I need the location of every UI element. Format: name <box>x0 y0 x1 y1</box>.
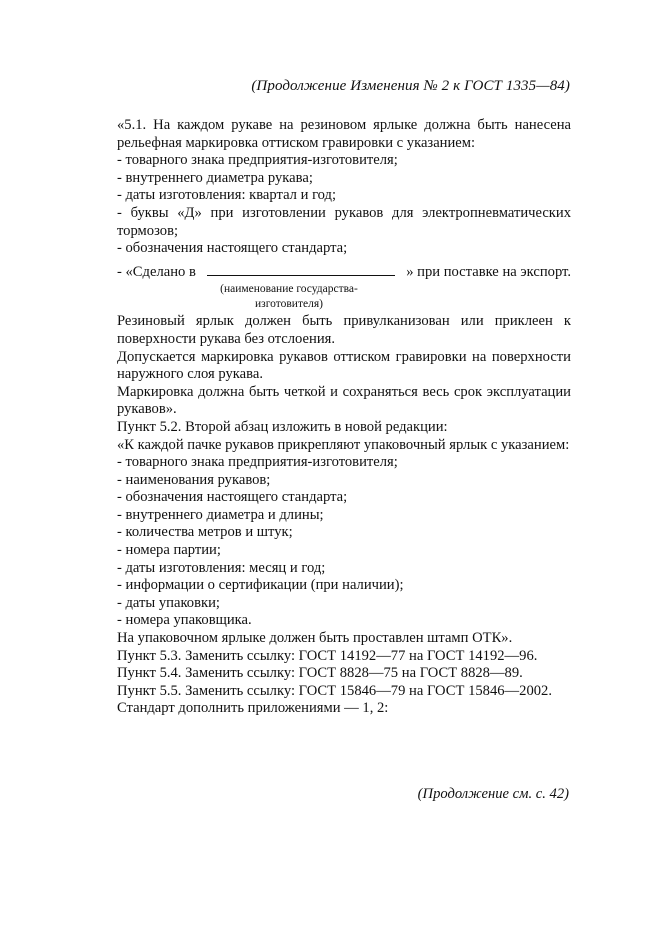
country-blank-line <box>207 263 395 276</box>
made-in-line <box>117 263 571 282</box>
list-item: - товарного знака предприятия-изготовителя; <box>117 454 398 471</box>
list-item: - номера упаковщика. <box>117 612 252 629</box>
replacement-5-4: Пункт 5.4. Заменить ссылку: ГОСТ 8828—75 на ГОСТ 8828—89. <box>117 665 523 682</box>
list-item: - номера партии; <box>117 542 221 559</box>
paragraph: Резиновый ярлык должен быть привулканизован или приклеен к поверхности рукава без отслоения. <box>117 313 571 347</box>
list-item: - информации о сертификации (при наличии); <box>117 577 404 594</box>
list-item: - количества метров и штук; <box>117 524 293 541</box>
list-item: - даты упаковки; <box>117 594 220 611</box>
made-in-prefix: - «Сделано в <box>117 263 196 280</box>
replacement-5-5: Пункт 5.5. Заменить ссылку: ГОСТ 15846—79 на ГОСТ 15846—2002. <box>117 682 552 699</box>
section-5-2-closing: На упаковочном ярлыке должен быть проставлен штамп ОТК». <box>117 630 513 647</box>
list-item: - буквы «Д» при изготовлении рукавов для электропневматических тормозов; <box>117 204 571 239</box>
country-caption: (наименование государства-изготовителя) <box>220 283 358 311</box>
paragraph: Допускается маркировка рукавов оттиском гравировки на поверхности наружного слоя рукава. <box>117 348 571 383</box>
section-5-2-title: Пункт 5.2. Второй абзац изложить в новой редакции: <box>117 418 448 435</box>
list-item: - даты изготовления: месяц и год; <box>117 559 326 576</box>
paragraph: Маркировка должна быть четкой и сохраняться весь срок эксплуатации рукавов». <box>117 383 571 418</box>
appendix-note: Стандарт дополнить приложениями — 1, 2: <box>117 700 389 717</box>
list-item: - внутреннего диаметра и длины; <box>117 506 324 523</box>
page-footer: (Продолжение см. с. 42) <box>417 786 569 802</box>
page-header: (Продолжение Изменения № 2 к ГОСТ 1335—84) <box>251 78 570 94</box>
list-item: - наименования рукавов; <box>117 471 271 488</box>
section-5-1-intro: «5.1. На каждом рукаве на резиновом ярлыке должна быть нанесена рельефная маркировка оттиском гравировки с указанием: <box>117 117 571 151</box>
replacement-5-3: Пункт 5.3. Заменить ссылку: ГОСТ 14192—77 на ГОСТ 14192—96. <box>117 647 538 664</box>
list-item: - обозначения настоящего стандарта; <box>117 489 348 506</box>
list-item: - даты изготовления: квартал и год; <box>117 187 337 204</box>
section-5-2-intro: «К каждой пачке рукавов прикрепляют упаковочный ярлык с указанием: <box>117 436 570 453</box>
list-item: - внутреннего диаметра рукава; <box>117 169 313 186</box>
document-body <box>117 117 571 718</box>
list-item: - товарного знака предприятия-изготовителя; <box>117 152 398 169</box>
list-item: - обозначения настоящего стандарта; <box>117 240 348 257</box>
made-in-suffix: » при поставке на экспорт. <box>406 263 571 280</box>
